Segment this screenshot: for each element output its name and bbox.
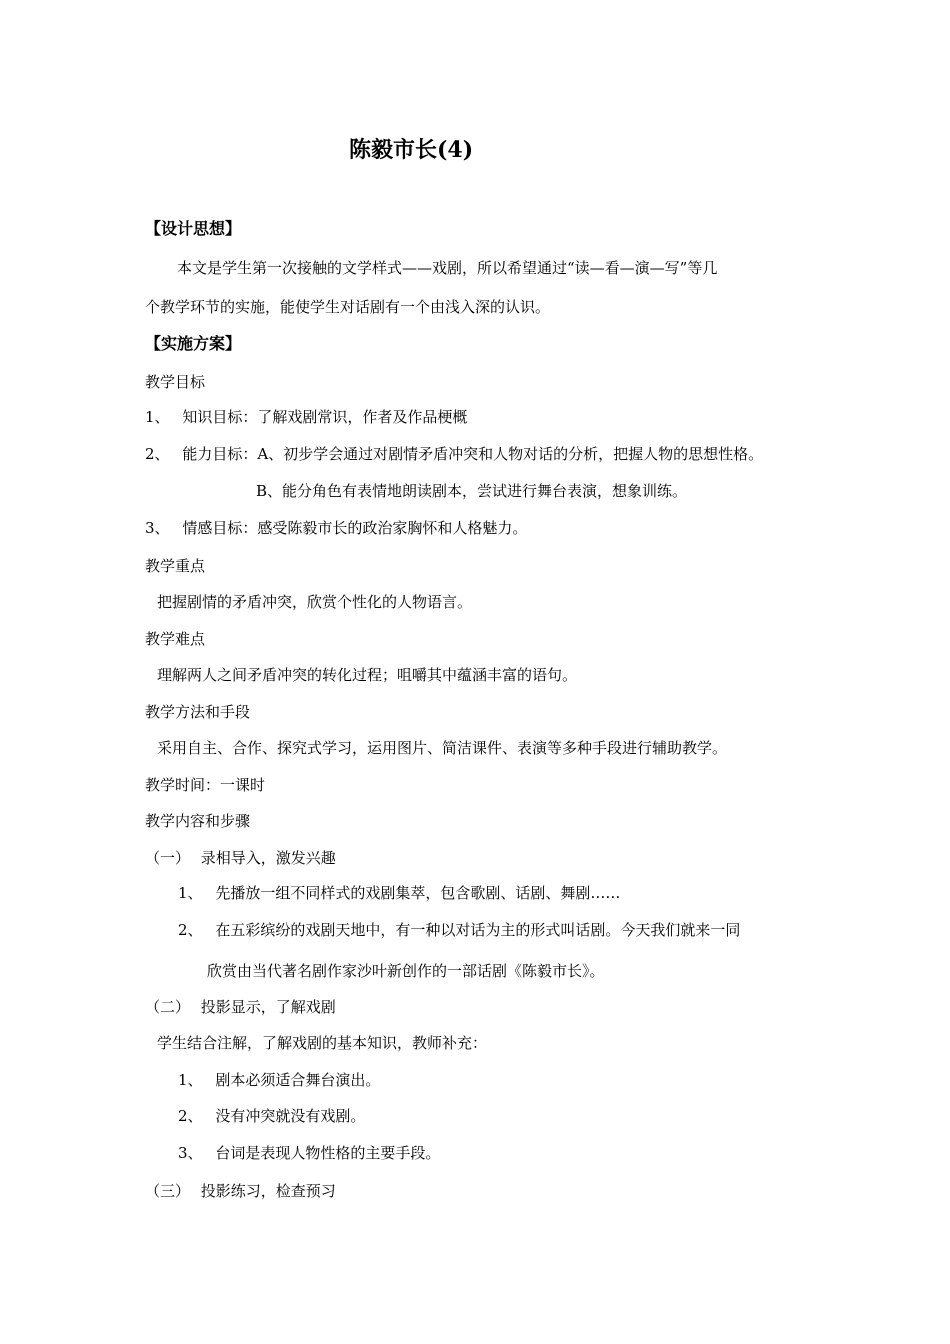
step-item: [178, 883, 620, 903]
step-item-number: 2、: [178, 1107, 203, 1125]
goal-text: 能力目标：A、初步学会通过对剧情矛盾冲突和人物对话的分析，把握人物的思想性格。: [182, 445, 764, 463]
step-item: [178, 1106, 365, 1126]
method-text: 采用自主、合作、探究式学习，运用图片、简洁课件、表演等多种手段进行辅助教学。: [157, 739, 728, 757]
step-heading: [145, 1181, 336, 1201]
method-label: 教学方法和手段: [145, 703, 251, 721]
step-intro: 学生结合注解，了解戏剧的基本知识，教师补充：: [157, 1034, 488, 1052]
step-item-text: 剧本必须适合舞台演出。: [215, 1071, 381, 1089]
difficulty-label: 教学难点: [145, 630, 206, 648]
step-heading: [145, 997, 336, 1017]
design-paragraph-line-1: 本文是学生第一次接触的文学样式——戏剧，所以希望通过“读—看—演—写”等几: [177, 259, 718, 277]
goal-number: 3、: [145, 519, 170, 537]
goal-item: [145, 444, 763, 464]
goal-item: [145, 407, 467, 427]
step-item: [178, 920, 740, 940]
goal-text: 知识目标：了解戏剧常识，作者及作品梗概: [182, 408, 468, 426]
key-label: 教学重点: [145, 557, 206, 575]
step-item-text: 台词是表现人物性格的主要手段。: [215, 1144, 441, 1162]
step-heading: [145, 848, 336, 868]
goal-text: B、能分角色有表情地朗读剧本，尝试进行舞台表演，想象训练。: [256, 482, 688, 500]
step-item-number: 2、: [178, 921, 203, 939]
page-title: 陈毅市长(4): [349, 137, 474, 163]
step-title: 录相导入，激发兴趣: [200, 849, 336, 867]
design-heading: 【设计思想】: [145, 219, 242, 238]
design-paragraph-line-2: 个教学环节的实施，能使学生对话剧有一个由浅入深的认识。: [145, 298, 551, 316]
step-number: （一）: [145, 849, 191, 867]
step-item-text: 先播放一组不同样式的戏剧集萃，包含歌剧、话剧、舞剧……: [215, 884, 621, 902]
step-item-continuation: 欣赏由当代著名剧作家沙叶新创作的一部话剧《陈毅市长》。: [207, 962, 605, 980]
step-item-text: 在五彩缤纷的戏剧天地中，有一种以对话为主的形式叫话剧。今天我们就来一同: [215, 921, 741, 939]
goal-item-continuation: [256, 481, 687, 501]
step-title: 投影显示，了解戏剧: [200, 998, 336, 1016]
step-item: [178, 1070, 380, 1090]
step-item-number: 1、: [178, 884, 203, 902]
goal-number: 2、: [145, 445, 170, 463]
steps-label: 教学内容和步骤: [145, 812, 251, 830]
time-text: 教学时间：一课时: [145, 776, 266, 794]
goal-number: 1、: [145, 408, 170, 426]
goal-item: [145, 518, 527, 538]
step-title: 投影练习，检查预习: [200, 1182, 336, 1200]
key-text: 把握剧情的矛盾冲突，欣赏个性化的人物语言。: [157, 593, 473, 611]
step-item-number: 1、: [178, 1071, 203, 1089]
step-number: （三）: [145, 1182, 191, 1200]
plan-heading: 【实施方案】: [145, 334, 242, 353]
step-item: [178, 1143, 440, 1163]
goals-label: 教学目标: [145, 373, 206, 391]
difficulty-text: 理解两人之间矛盾冲突的转化过程；咀嚼其中蕴涵丰富的语句。: [157, 666, 578, 684]
step-item-number: 3、: [178, 1144, 203, 1162]
step-number: （二）: [145, 998, 191, 1016]
step-item-text: 没有冲突就没有戏剧。: [215, 1107, 366, 1125]
goal-text: 情感目标：感受陈毅市长的政治家胸怀和人格魅力。: [182, 519, 528, 537]
